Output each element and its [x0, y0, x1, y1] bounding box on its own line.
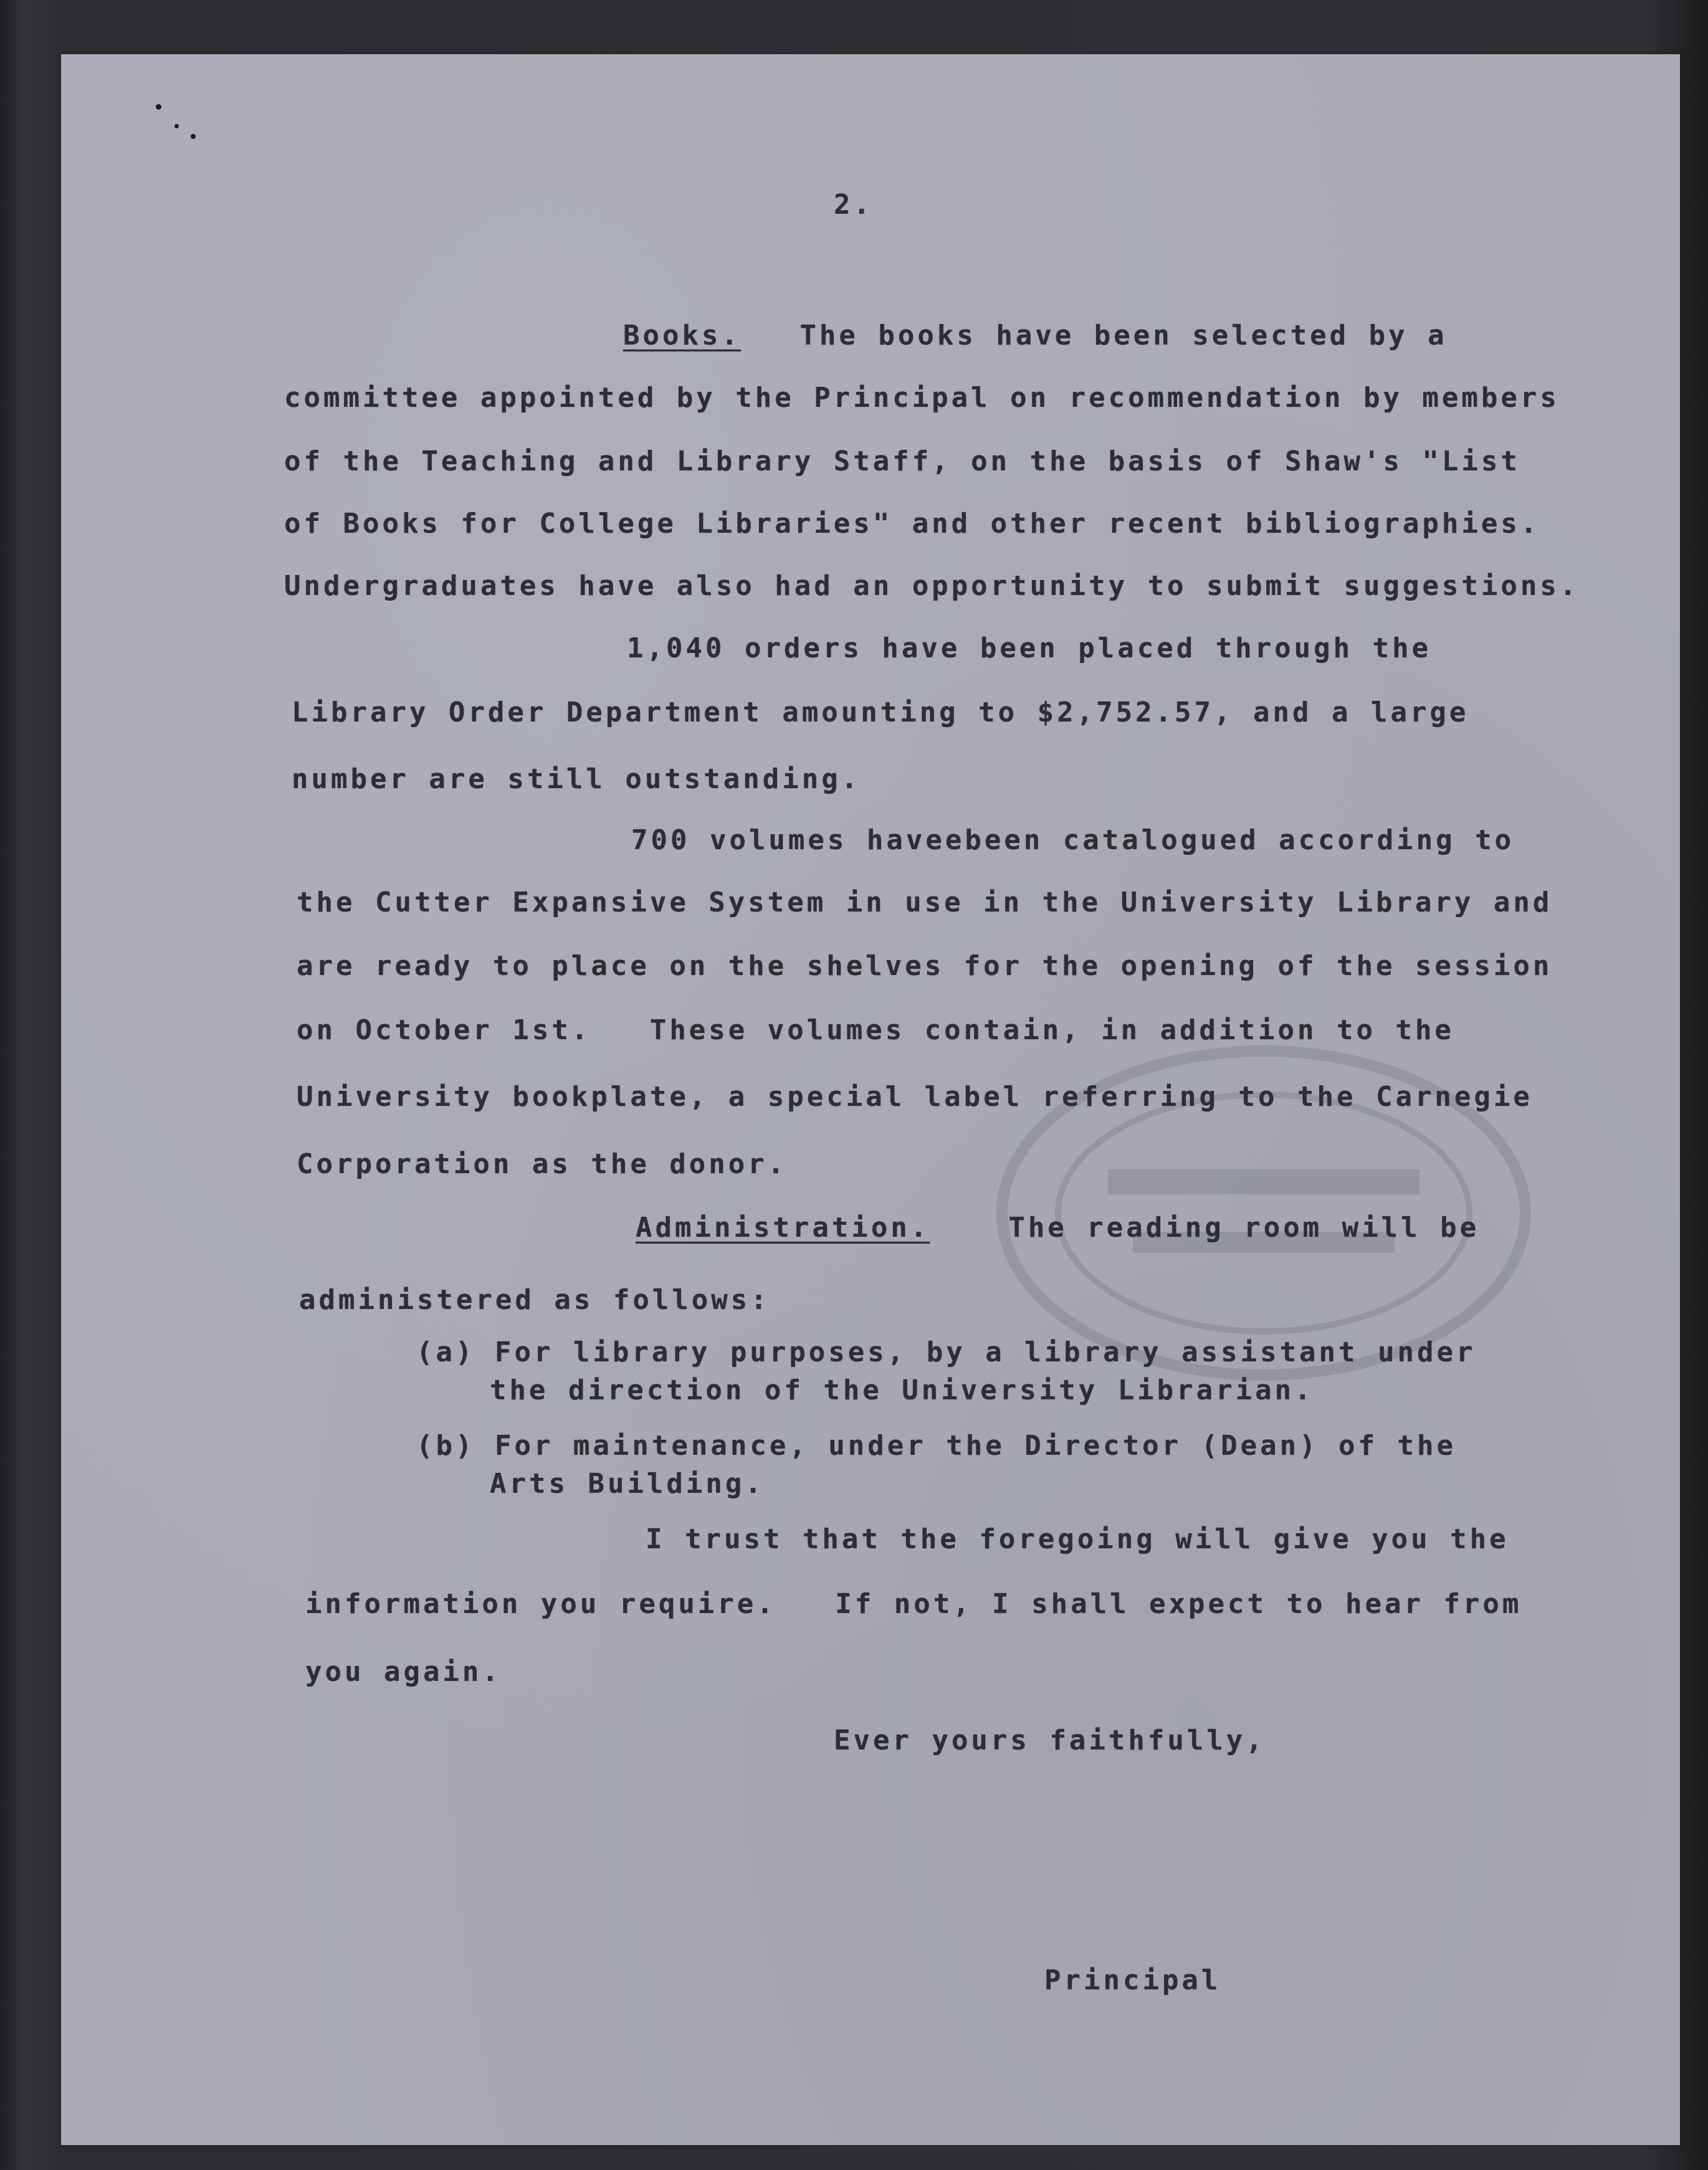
closing-line-1: I trust that the foregoing will give you the: [646, 1523, 1509, 1555]
orders-line-1: 1,040 orders have been placed through the: [627, 632, 1432, 664]
signatory: Principal: [1044, 1964, 1221, 1996]
ink-speck: [156, 104, 161, 110]
books-line-2: committee appointed by the Principal on recommendation by members: [284, 382, 1560, 414]
orders-line-2: Library Order Department amounting to $2,752.57, and a large: [292, 697, 1469, 728]
volumes-line-5: University bookplate, a special label referring to the Carnegie: [297, 1081, 1533, 1113]
books-line-3: of the Teaching and Library Staff, on the basis of Shaw's "List: [284, 445, 1520, 477]
volumes-line-6: Corporation as the donor.: [297, 1148, 788, 1180]
books-line-5: Undergraduates have also had an opportunity to submit suggestions.: [284, 570, 1580, 602]
item-a-line-2: the direction of the University Librarian.: [490, 1374, 1314, 1406]
item-b-line-1: (b) For maintenance, under the Director (Dean) of the: [416, 1430, 1456, 1462]
administration-heading: Administration.: [636, 1212, 930, 1244]
volumes-line-2: the Cutter Expansive System in use in the University Library and: [297, 887, 1553, 918]
letter-page: [61, 54, 1680, 2145]
administration-line-1-text: The reading room will be: [1008, 1212, 1480, 1244]
administration-line-2: administered as follows:: [299, 1284, 770, 1316]
ink-speck: [191, 134, 196, 139]
volumes-line-3: are ready to place on the shelves for the opening of the session: [297, 950, 1553, 982]
books-line-4: of Books for College Libraries" and other recent bibliographies.: [284, 508, 1540, 540]
item-a-line-1: (a) For library purposes, by a library assistant under: [416, 1336, 1476, 1368]
volumes-line-1: 700 volumes haveebeen catalogued according to: [631, 824, 1515, 856]
books-line-1-text: The books have been selected by a: [799, 320, 1448, 351]
volumes-line-4: on October 1st. These volumes contain, in addition to the: [297, 1014, 1454, 1046]
item-b-line-2: Arts Building.: [490, 1468, 765, 1500]
administration-line-1: [636, 1214, 1479, 1242]
books-heading: Books.: [623, 320, 741, 351]
page-number: 2.: [834, 189, 873, 221]
salutation: Ever yours faithfully,: [834, 1725, 1266, 1756]
closing-line-2: information you require. If not, I shall expect to hear from: [305, 1588, 1522, 1620]
closing-line-3: you again.: [305, 1656, 502, 1688]
orders-line-3: number are still outstanding.: [292, 763, 861, 795]
ink-speck: [174, 124, 179, 128]
books-line-1: [623, 322, 1448, 350]
